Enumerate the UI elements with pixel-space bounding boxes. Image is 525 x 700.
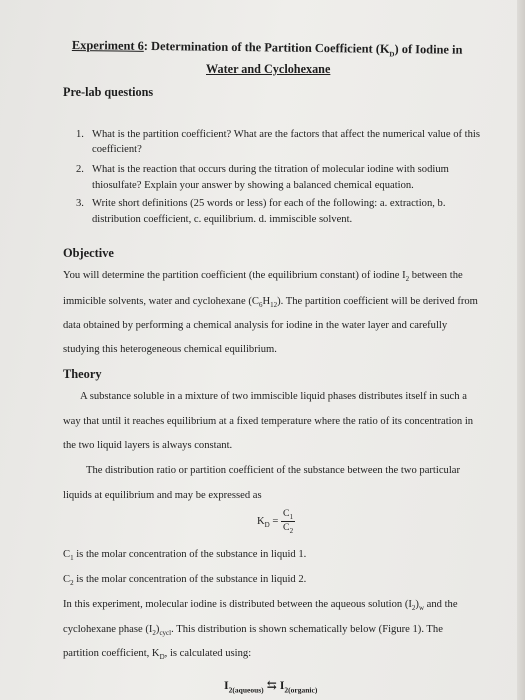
theory-p2-line-2: liquids at equilibrium and may be expressed as (63, 490, 262, 501)
theory-heading: Theory (63, 367, 102, 381)
equilibrium-equation: $I_{2(aqueous)}$ ⇆ $I_{2(organic)}$ (224, 678, 318, 695)
document-subtitle: Water and Cyclohexane (206, 62, 331, 76)
theory-p3-line-1: In this experiment, molecular iodine is distributed between the aqueous solution $(I_2)_w$ and the (63, 599, 458, 613)
formula-fraction: $\frac{C_1}{C_2}$ (283, 508, 294, 535)
c2-definition: $C_2$ is the molar concentration of the substance in liquid 2. (63, 574, 307, 588)
objective-heading: Objective (63, 246, 114, 260)
theory-p1-line-3: the two liquid layers is always constant. (63, 440, 233, 451)
objective-line-1: You will determine the partition coefficient (the equilibrium constant) of iodine $I_2$ between the (63, 270, 463, 284)
theory-p2-line-1: The distribution ratio or partition coefficient of the substance between the two particular (86, 465, 460, 476)
theory-p3-line-2: cyclohexane phase $(I_2)_{cycl}$. This distribution is shown schematically below (Figure 1). The (63, 624, 443, 638)
prelab-question-1-cont: coefficient? (92, 144, 142, 155)
theory-p1-line-2: way that until it reaches equilibrium at a fixed temperature where the ratio of its concentration in (63, 416, 474, 427)
prelab-question-3-cont: distribution coefficient, c. equilibrium. d. immiscible solvent. (92, 214, 353, 225)
objective-line-4: studying this heterogeneous chemical equilibrium. (63, 344, 277, 355)
theory-p1-line-1: A substance soluble in a mixture of two immiscible liquid phases distributes itself in such a (80, 391, 467, 402)
partition-formula: $K_D$ = $\frac{C_1}{C_2}$ (257, 508, 294, 535)
prelab-heading: Pre-lab questions (63, 85, 154, 99)
theory-p3-line-3: partition coefficient, $K_D$, is calculated using: (63, 648, 252, 662)
objective-line-3: data obtained by performing a chemical analysis for iodine in the water layer and carefully (63, 320, 448, 331)
prelab-question-2: 2. What is the reaction that occurs during the titration of molecular iodine with sodium (76, 164, 449, 175)
prelab-question-3: 3. Write short definitions (25 words or less) for each of the following: a. extraction, b. (76, 198, 446, 209)
page-edge (517, 0, 525, 700)
document-title: Experiment 6: Determination of the Partition Coefficient $(K_D)$ of Iodine in (71, 38, 463, 59)
c1-definition: $C_1$ is the molar concentration of the substance in liquid 1. (63, 549, 307, 563)
prelab-question-2-cont: thiosulfate? Explain your answer by showing a balanced chemical equation. (92, 180, 414, 191)
prelab-question-1: 1. What is the partition coefficient? What are the factors that affect the numerical value of this (76, 129, 480, 140)
objective-line-2: immicible solvents, water and cyclohexane $(C_6H_{12})$. The partition coefficient will be derived from (63, 296, 478, 310)
